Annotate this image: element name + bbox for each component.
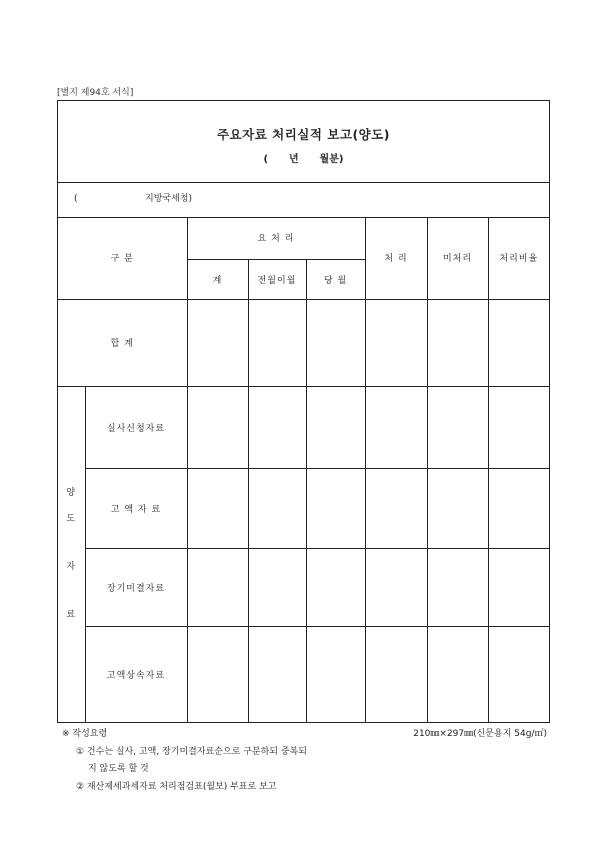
header-total: 계 — [187, 259, 248, 299]
row-label: 장기미결자료 — [85, 548, 187, 626]
note-item-1-line1: ① 건수는 실사, 고액, 장기미결자료순으로 구분하되 중복되 — [76, 747, 307, 757]
row-label: 고 액 자 료 — [85, 468, 187, 548]
report-table — [58, 217, 549, 723]
group-label-char: 양 — [66, 488, 77, 498]
table-row — [58, 626, 549, 722]
report-form — [57, 100, 550, 723]
table-row — [58, 468, 549, 548]
table-cell — [427, 468, 488, 548]
table-cell — [488, 299, 549, 386]
group-label-char: 도 — [66, 514, 77, 524]
header-to-process: 요 처 리 — [187, 217, 365, 259]
row-label: 실사신청자료 — [85, 386, 187, 468]
table-cell — [427, 626, 488, 722]
note-item-2: ② 재산제세과세자료 처리점검표(월보) 부표로 보고 — [76, 782, 277, 792]
table-cell — [306, 468, 365, 548]
report-period: ( 년 월분) — [263, 154, 344, 165]
office-row — [58, 182, 549, 218]
table-cell — [187, 548, 248, 626]
table-cell — [306, 386, 365, 468]
table-cell — [248, 386, 306, 468]
header-this-month: 당 월 — [306, 259, 365, 299]
table-cell — [365, 299, 427, 386]
office-open-paren: ( — [74, 194, 78, 204]
table-cell — [427, 386, 488, 468]
paper-size: 210㎜×297㎜(신문용지 54g/㎡) — [413, 729, 547, 739]
notes-heading: ※ 작성요령 — [62, 729, 108, 739]
table-cell — [488, 548, 549, 626]
table-cell — [187, 626, 248, 722]
table-cell — [365, 548, 427, 626]
table-cell — [306, 548, 365, 626]
header-ratio: 처리비율 — [488, 217, 549, 299]
table-cell — [365, 386, 427, 468]
group-label-char: 료 — [66, 610, 77, 620]
row-label: 고액상속자료 — [85, 626, 187, 722]
sum-row-label: 합 계 — [58, 299, 187, 386]
table-cell — [187, 299, 248, 386]
table-cell — [187, 386, 248, 468]
note-item-1-line2: 지 않도록 할 것 — [88, 764, 149, 774]
instructions — [62, 726, 547, 792]
office-name: 지방국세청) — [145, 194, 192, 204]
table-cell — [187, 468, 248, 548]
title-block — [58, 101, 549, 183]
table-cell — [365, 626, 427, 722]
group-label-char: 자 — [66, 562, 77, 572]
form-number: [별지 제94호 서식] — [57, 88, 134, 98]
header-prev-month: 전월이월 — [248, 259, 306, 299]
table-row — [58, 548, 549, 626]
sum-row — [58, 299, 549, 386]
table-cell — [248, 548, 306, 626]
table-cell — [306, 299, 365, 386]
table-cell — [248, 299, 306, 386]
table-cell — [248, 626, 306, 722]
table-row — [58, 386, 549, 468]
table-cell — [488, 626, 549, 722]
table-cell — [488, 386, 549, 468]
table-cell — [427, 299, 488, 386]
header-unprocessed: 미처리 — [427, 217, 488, 299]
table-cell — [488, 468, 549, 548]
header-processed: 처 리 — [365, 217, 427, 299]
table-cell — [427, 548, 488, 626]
header-category: 구 분 — [58, 217, 187, 299]
table-cell — [306, 626, 365, 722]
table-cell — [248, 468, 306, 548]
group-label-transfer-data — [58, 386, 85, 722]
table-cell — [365, 468, 427, 548]
form-title: 주요자료 처리실적 보고(양도) — [216, 127, 391, 142]
